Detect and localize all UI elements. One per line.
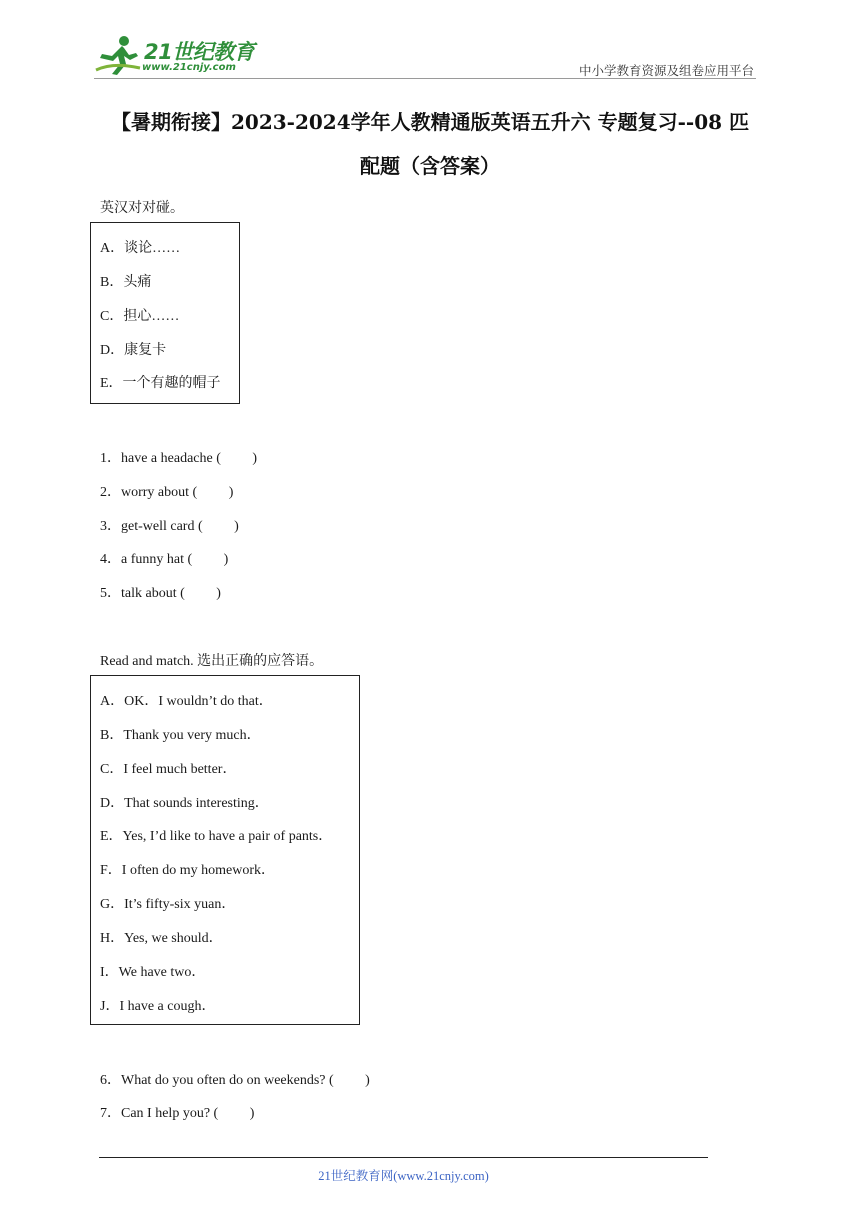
logo-text: 21世纪教育 bbox=[144, 40, 255, 64]
section1-option: A．谈论…… bbox=[100, 241, 181, 256]
section2-option: I．We have two． bbox=[100, 965, 206, 980]
question-item: 5．talk about ( ) bbox=[100, 586, 221, 601]
site-logo bbox=[94, 34, 264, 78]
section2-option: B．Thank you very much． bbox=[100, 728, 261, 743]
section1-option: B．头痛 bbox=[100, 275, 152, 290]
section2-option: C．I feel much better． bbox=[100, 762, 237, 777]
section2-option: F．I often do my homework． bbox=[100, 863, 275, 878]
document-title-line-1: 【暑期衔接】2023-2024学年人教精通版英语五升六 专题复习--08 匹 bbox=[111, 110, 749, 134]
section2-option: E．Yes, I’d like to have a pair of pants． bbox=[100, 829, 333, 844]
section1-option: C．担心…… bbox=[100, 309, 180, 324]
section2-option: H．Yes, we should． bbox=[100, 931, 223, 946]
question-item: 2．worry about ( ) bbox=[100, 485, 234, 500]
logo-url: www.21cnjy.com bbox=[142, 62, 236, 73]
question-item: 6．What do you often do on weekends? ( ) bbox=[100, 1073, 370, 1088]
question-item: 1．have a headache ( ) bbox=[100, 451, 258, 466]
question-item: 4．a funny hat ( ) bbox=[100, 552, 229, 567]
section2-instruction: Read and match. 选出正确的应答语。 bbox=[100, 654, 324, 669]
question-item: 3．get-well card ( ) bbox=[100, 519, 239, 534]
section2-option: D．That sounds interesting． bbox=[100, 796, 269, 811]
header-platform-text: 中小学教育资源及组卷应用平台 bbox=[578, 64, 754, 78]
section2-option: G．It’s fifty-six yuan． bbox=[100, 897, 236, 912]
header-divider bbox=[94, 78, 756, 79]
section2-option: A．OK．I wouldn’t do that． bbox=[100, 694, 273, 709]
document-title-line-2: 配题（含答案） bbox=[360, 154, 500, 178]
section1-option: D．康复卡 bbox=[100, 343, 167, 358]
question-item: 7．Can I help you? ( ) bbox=[100, 1106, 255, 1121]
section1-instruction: 英汉对对碰。 bbox=[100, 201, 184, 216]
footer-link[interactable]: 21世纪教育网(www.21cnjy.com) bbox=[318, 1169, 489, 1183]
section1-option: E．一个有趣的帽子 bbox=[100, 376, 221, 391]
footer-divider bbox=[99, 1157, 708, 1158]
runner-logo-icon bbox=[94, 34, 142, 76]
section2-option: J．I have a cough． bbox=[100, 999, 216, 1014]
